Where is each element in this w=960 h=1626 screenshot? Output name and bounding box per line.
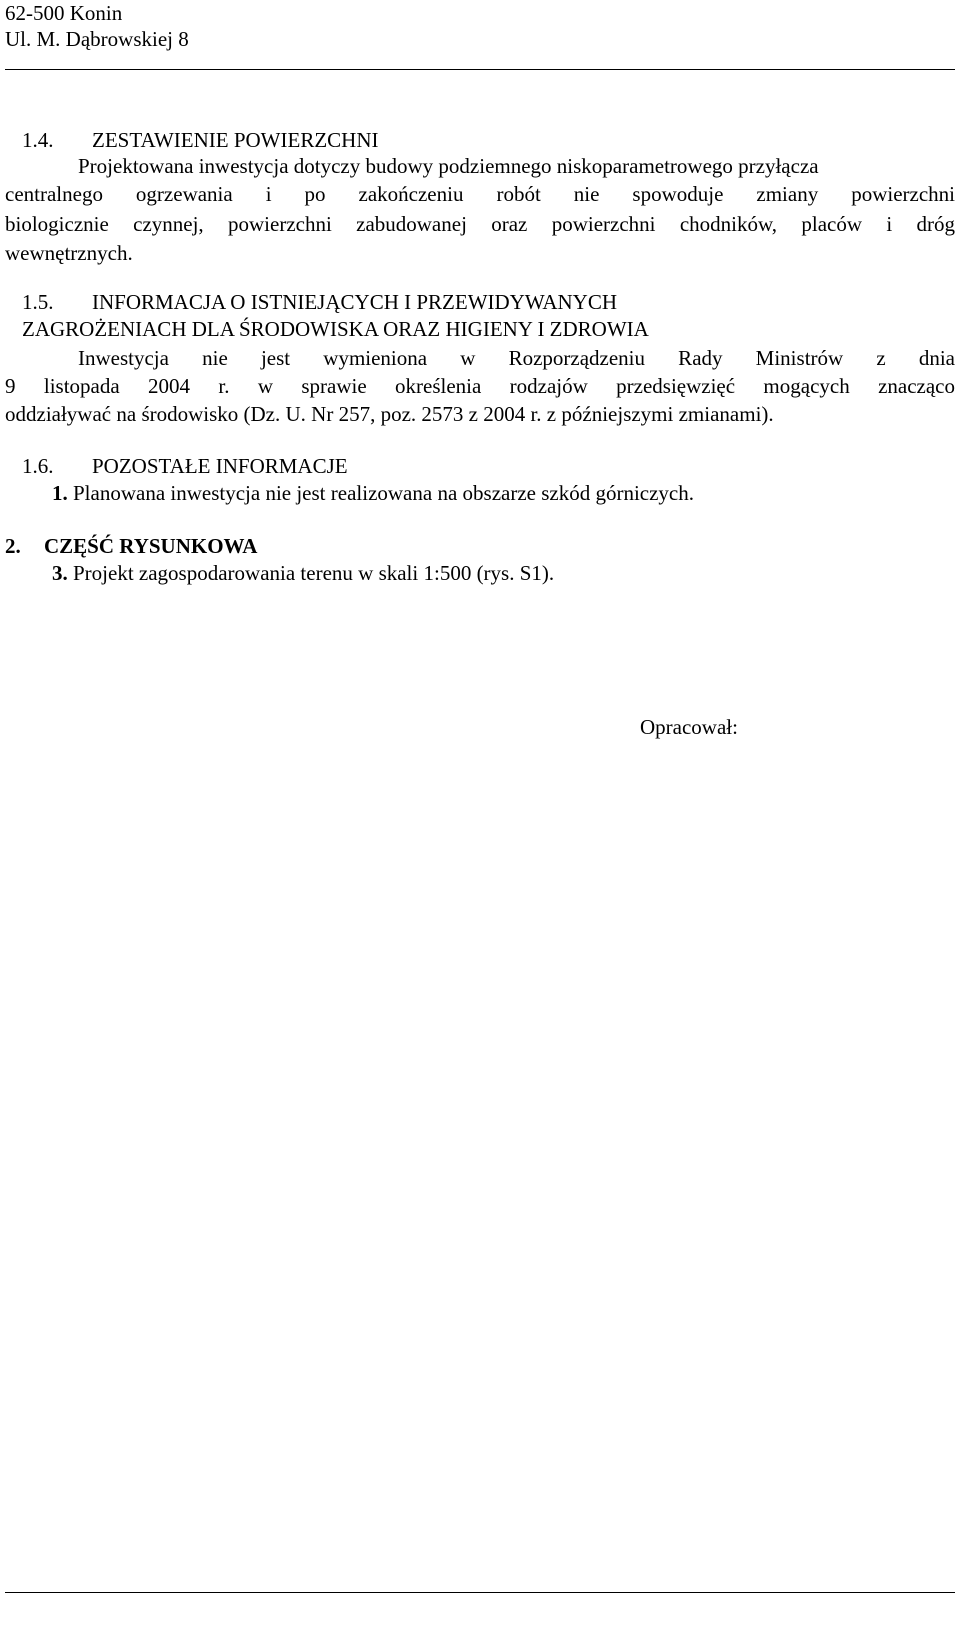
section-1-6-list-item bbox=[52, 480, 694, 506]
section-2-number: 2. bbox=[5, 534, 21, 558]
section-2-list-item bbox=[52, 560, 554, 586]
section-1-5-title-line: ZAGROŻENIACH DLA ŚRODOWISKA ORAZ HIGIENY I ZDROWIA bbox=[22, 317, 649, 341]
section-1-5-paragraph-line: Inwestycja nie jest wymieniona w Rozporządzeniu Rady Ministrów z dnia bbox=[78, 346, 955, 370]
section-2-title: CZĘŚĆ RYSUNKOWA bbox=[44, 534, 258, 558]
section-1-5-paragraph-line: oddziaływać na środowisko (Dz. U. Nr 257, poz. 2573 z 2004 r. z późniejszymi zmianami). bbox=[5, 402, 774, 426]
list-item-number: 1. bbox=[52, 481, 68, 505]
header-street: Ul. M. Dąbrowskiej 8 bbox=[5, 27, 189, 51]
section-1-4-title: ZESTAWIENIE POWIERZCHNI bbox=[92, 128, 379, 152]
section-1-4-paragraph-line: Projektowana inwestycja dotyczy budowy podziemnego niskoparametrowego przyłącza bbox=[78, 154, 819, 178]
signature-label: Opracował: bbox=[640, 715, 738, 739]
list-item-number: 3. bbox=[52, 561, 68, 585]
header-divider bbox=[5, 69, 955, 70]
section-1-5-title-line: INFORMACJA O ISTNIEJĄCYCH I PRZEWIDYWANYCH bbox=[92, 290, 618, 314]
section-2-heading bbox=[5, 533, 258, 559]
section-1-4-heading bbox=[22, 127, 379, 153]
section-1-5-paragraph-line: 9 listopada 2004 r. w sprawie określenia rodzajów przedsięwzięć mogących znacząco bbox=[5, 374, 955, 398]
section-1-6-heading bbox=[22, 453, 348, 479]
section-1-4-paragraph-line: centralnego ogrzewania i po zakończeniu robót nie spowoduje zmiany powierzchni bbox=[5, 182, 955, 206]
list-item-text: Planowana inwestycja nie jest realizowana na obszarze szkód górniczych. bbox=[73, 481, 694, 505]
header-postal-code: 62-500 Konin bbox=[5, 1, 123, 25]
section-1-4-paragraph-line: biologicznie czynnej, powierzchni zabudowanej oraz powierzchni chodników, placów i dróg bbox=[5, 212, 955, 236]
section-1-4-number: 1.4. bbox=[22, 128, 54, 152]
footer-divider bbox=[5, 1592, 955, 1593]
section-1-6-number: 1.6. bbox=[22, 454, 54, 478]
section-1-5-heading bbox=[22, 289, 618, 315]
section-1-4-paragraph-line: wewnętrznych. bbox=[5, 241, 133, 265]
list-item-text: Projekt zagospodarowania terenu w skali 1:500 (rys. S1). bbox=[73, 561, 555, 585]
section-1-6-title: POZOSTAŁE INFORMACJE bbox=[92, 454, 348, 478]
section-1-5-number: 1.5. bbox=[22, 290, 54, 314]
